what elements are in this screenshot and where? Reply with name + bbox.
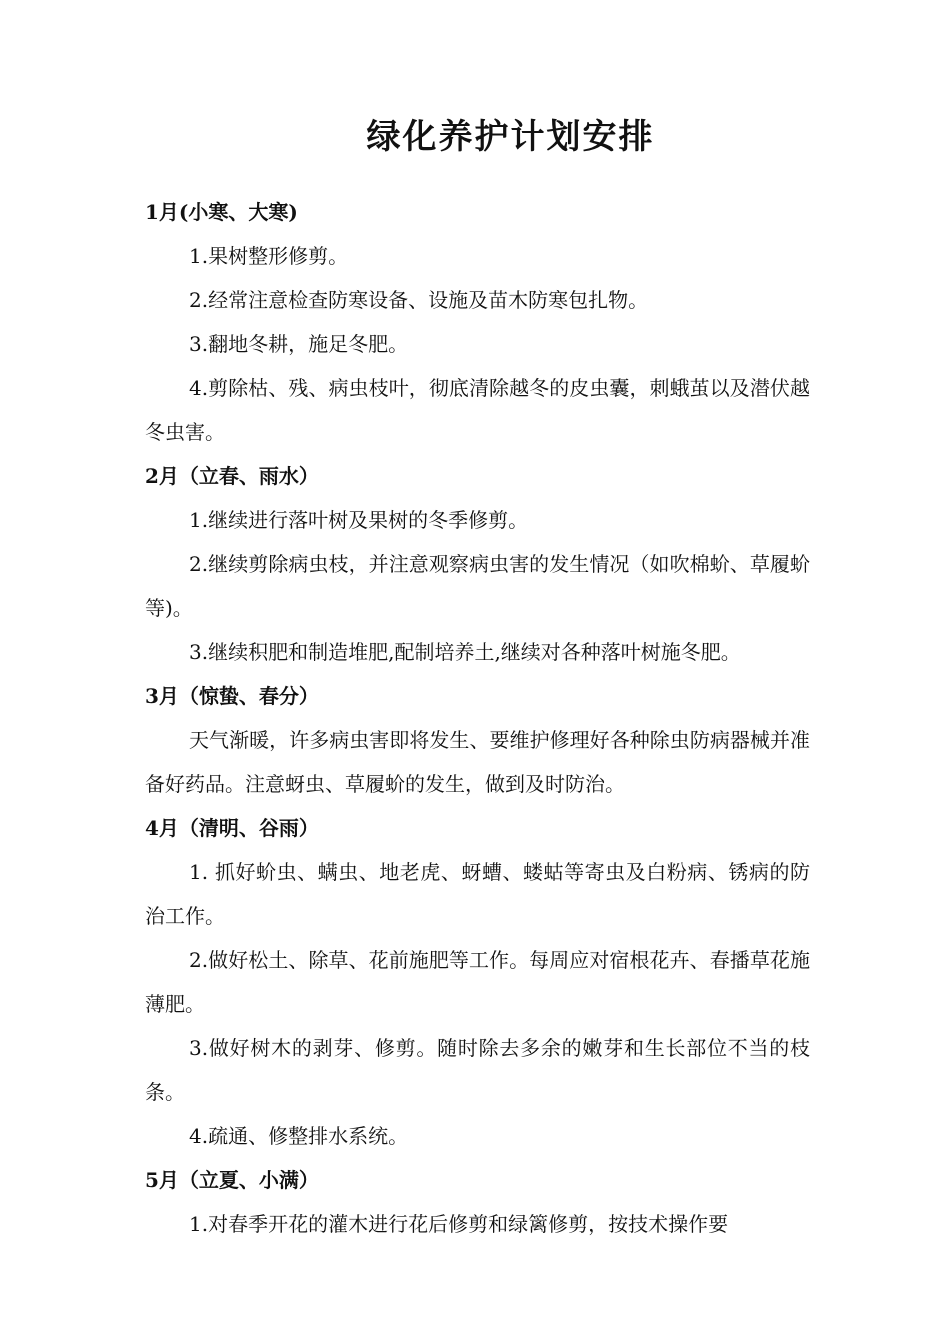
- list-item: 3.继续积肥和制造堆肥,配制培养土,继续对各种落叶树施冬肥。: [189, 640, 741, 664]
- list-item: 1. 抓好蚧虫、螨虫、地老虎、蚜螬、蝼蛄等寄虫及白粉病、锈病的防治工作。: [145, 860, 810, 928]
- list-item: 4.疏通、修整排水系统。: [189, 1124, 409, 1148]
- section-march: [145, 674, 810, 806]
- document-title: 绿化养护计划安排: [366, 117, 655, 157]
- list-item: 1.继续进行落叶树及果树的冬季修剪。: [189, 508, 529, 532]
- list-item: 3.做好树木的剥芽、修剪。随时除去多余的嫩芽和生长部位不当的枝条。: [145, 1036, 810, 1104]
- section-may: [145, 1158, 810, 1246]
- month-heading: 5月（立夏、小满）: [145, 1168, 319, 1192]
- section-april: [145, 806, 810, 1158]
- list-item: 2.做好松土、除草、花前施肥等工作。每周应对宿根花卉、春播草花施薄肥。: [145, 948, 810, 1016]
- list-item: 2.经常注意检查防寒设备、设施及苗木防寒包扎物。: [189, 288, 649, 312]
- month-heading: 1月(小寒、大寒): [145, 200, 298, 224]
- month-heading: 3月（惊蛰、春分）: [145, 684, 319, 708]
- list-item: 4.剪除枯、残、病虫枝叶，彻底清除越冬的皮虫囊，刺蛾茧以及潜伏越冬虫害。: [145, 376, 810, 444]
- list-item: 1.对春季开花的灌木进行花后修剪和绿篱修剪，按技术操作要: [189, 1212, 729, 1236]
- month-heading: 2月（立春、雨水）: [145, 464, 319, 488]
- document-page: [145, 112, 810, 1246]
- list-item: 1.果树整形修剪。: [189, 244, 349, 268]
- section-january: [145, 190, 810, 454]
- list-item: 2.继续剪除病虫枝，并注意观察病虫害的发生情况（如吹棉蚧、草履蚧等)。: [145, 552, 810, 620]
- month-heading: 4月（清明、谷雨）: [145, 816, 319, 840]
- list-item: 天气渐暖，许多病虫害即将发生、要维护修理好各种除虫防病器械并准备好药品。注意蚜虫、草履蚧的发生，做到及时防治。: [145, 728, 810, 796]
- section-february: [145, 454, 810, 674]
- list-item: 3.翻地冬耕，施足冬肥。: [189, 332, 409, 356]
